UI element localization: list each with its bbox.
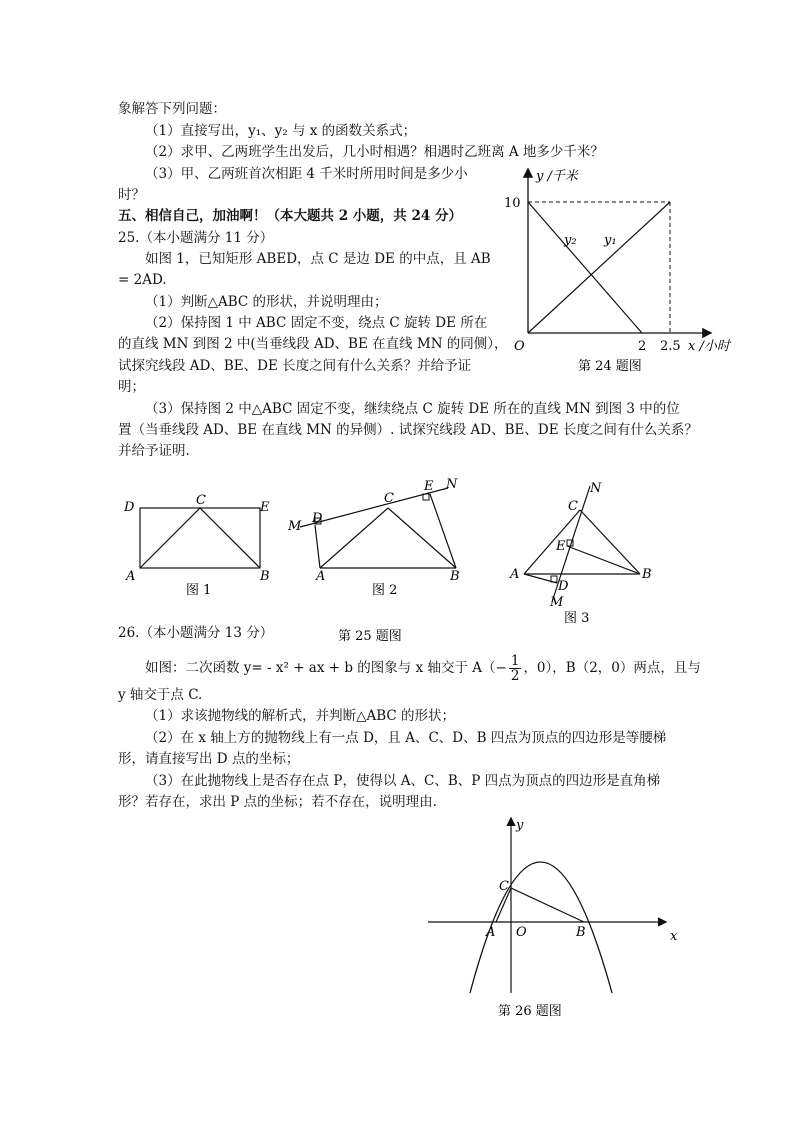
svg-text:A: A: [510, 567, 520, 582]
q26-part-3-cont: 形？若存在，求出 P 点的坐标；若不存在，说明理由.: [118, 794, 437, 810]
svg-text:D: D: [558, 579, 569, 594]
x-tick-2: 2: [638, 339, 647, 354]
q25-intro-cont: = 2AD.: [118, 272, 167, 288]
q25-part-2-line3: 试探究线段 AD、BE、DE 长度之间有什么关系？并给予证: [118, 358, 472, 374]
x-axis-label: x /小时: [688, 339, 730, 354]
y-axis-label: y: [516, 818, 524, 833]
svg-text:B: B: [260, 569, 270, 584]
svg-text:N: N: [590, 481, 602, 496]
q24-part-1: （1）直接写出，y₁、y₂ 与 x 的函数关系式；: [145, 123, 417, 139]
svg-text:B: B: [450, 569, 460, 584]
q25-intro: 如图 1，已知矩形 ABED，点 C 是边 DE 的中点，且 AB: [145, 251, 491, 267]
q26-figure: [420, 815, 690, 1025]
fig3-caption: 图 3: [564, 611, 590, 626]
svg-text:D: D: [124, 500, 135, 515]
q25-part-2-line4: 明；: [118, 379, 145, 395]
q25-fig2: [287, 477, 460, 598]
q24-caption: 第 24 题图: [578, 359, 642, 374]
q25-part-2-line2: 的直线 MN 到图 2 中(当垂线段 AD、BE 在直线 MN 的同侧），: [118, 336, 508, 352]
q25-fig3: [509, 481, 652, 626]
q26-part-3: （3）在此抛物线上是否存在点 P，使得以 A、C、B、P 四点为顶点的四边形是直角梯: [145, 773, 661, 789]
point-A: A: [486, 925, 496, 940]
q25-part-1: （1）判断△ABC 的形状，并说明理由；: [145, 294, 388, 310]
svg-text:D: D: [312, 511, 323, 526]
x-axis-label: x: [670, 929, 678, 944]
q26-part-1: （1）求该抛物线的解析式，并判断△ABC 的形状；: [145, 708, 456, 724]
svg-text:M: M: [550, 595, 564, 610]
q24-part-2: （2）求甲、乙两班学生出发后，几小时相遇？相遇时乙班离 A 地多少千米？: [145, 144, 604, 160]
y-axis-label: y /千米: [536, 169, 578, 184]
q24-part-3-cont: 时？: [118, 187, 145, 203]
q25-part-3-line3: 并给予证明.: [118, 443, 190, 459]
point-B: B: [576, 925, 586, 940]
svg-text:C: C: [384, 491, 394, 506]
fig2-caption: 图 2: [372, 583, 398, 598]
origin-label: O: [514, 339, 525, 354]
point-O: O: [516, 925, 527, 940]
point-C: C: [499, 879, 509, 894]
q25-fig1: [123, 493, 270, 598]
fig1-caption: 图 1: [186, 583, 212, 598]
q24-intro: 象解答下列问题：: [118, 101, 226, 117]
line-y1: [528, 202, 670, 333]
q24-figure: [500, 162, 740, 380]
svg-text:N: N: [446, 477, 458, 492]
q26-intro-b: ，0），B（2，0）两点，且与: [523, 660, 701, 676]
q25-figures: [110, 470, 670, 650]
svg-text:E: E: [260, 500, 270, 515]
svg-text:E: E: [424, 479, 434, 494]
y-tick-10: 10: [504, 196, 521, 211]
series-y2-label: y₂: [564, 233, 577, 248]
svg-text:C: C: [196, 493, 206, 508]
segment-CB: [511, 888, 584, 922]
q26-header: 26.（本小题满分 13 分）: [118, 625, 274, 641]
q26-part-2-cont: 形，请直接写出 D 点的坐标；: [118, 751, 300, 767]
q25-part-3: （3）保持图 2 中△ABC 固定不变，继续绕点 C 旋转 DE 所在的直线 MN 到图 3 中的位: [145, 401, 680, 417]
svg-text:M: M: [288, 519, 302, 534]
svg-text:B: B: [642, 567, 652, 582]
line-y2: [528, 202, 642, 333]
q26-intro-a: 如图：二次函数 y= - x² + ax + b 的图象与 x 轴交于 A（−: [145, 660, 507, 676]
q26-intro: [145, 654, 701, 683]
section-heading: 五、相信自己，加油啊！（本大题共 2 小题，共 24 分）: [118, 208, 462, 224]
svg-text:C: C: [568, 499, 578, 514]
q26-part-2: （2）在 x 轴上方的抛物线上有一点 D，且 A、C、D、B 四点为顶点的四边形是等腰梯: [145, 730, 667, 746]
x-tick-2-5: 2.5: [660, 339, 681, 354]
q25-header: 25.（本小题满分 11 分）: [118, 230, 274, 246]
svg-text:A: A: [126, 569, 136, 584]
series-y1-label: y₁: [604, 233, 617, 248]
q26-intro-cont: y 轴交于点 C.: [118, 687, 203, 703]
svg-text:A: A: [316, 569, 326, 584]
q25-part-3-line2: 置（当垂线段 AD、BE 在直线 MN 的异侧）. 试探究线段 AD、BE、DE 长度之间有什么关系？: [118, 422, 698, 438]
q24-part-3: （3）甲、乙两班首次相距 4 千米时所用时间是多少小: [145, 166, 468, 182]
fraction-half: $\frac{1}{2}$: [510, 653, 520, 684]
q26-caption: 第 26 题图: [498, 1004, 562, 1019]
q25-part-2: （2）保持图 1 中 ABC 固定不变，绕点 C 旋转 DE 所在: [145, 315, 488, 331]
q25-figure-caption: 第 25 题图: [338, 629, 402, 644]
svg-text:E: E: [556, 539, 566, 554]
